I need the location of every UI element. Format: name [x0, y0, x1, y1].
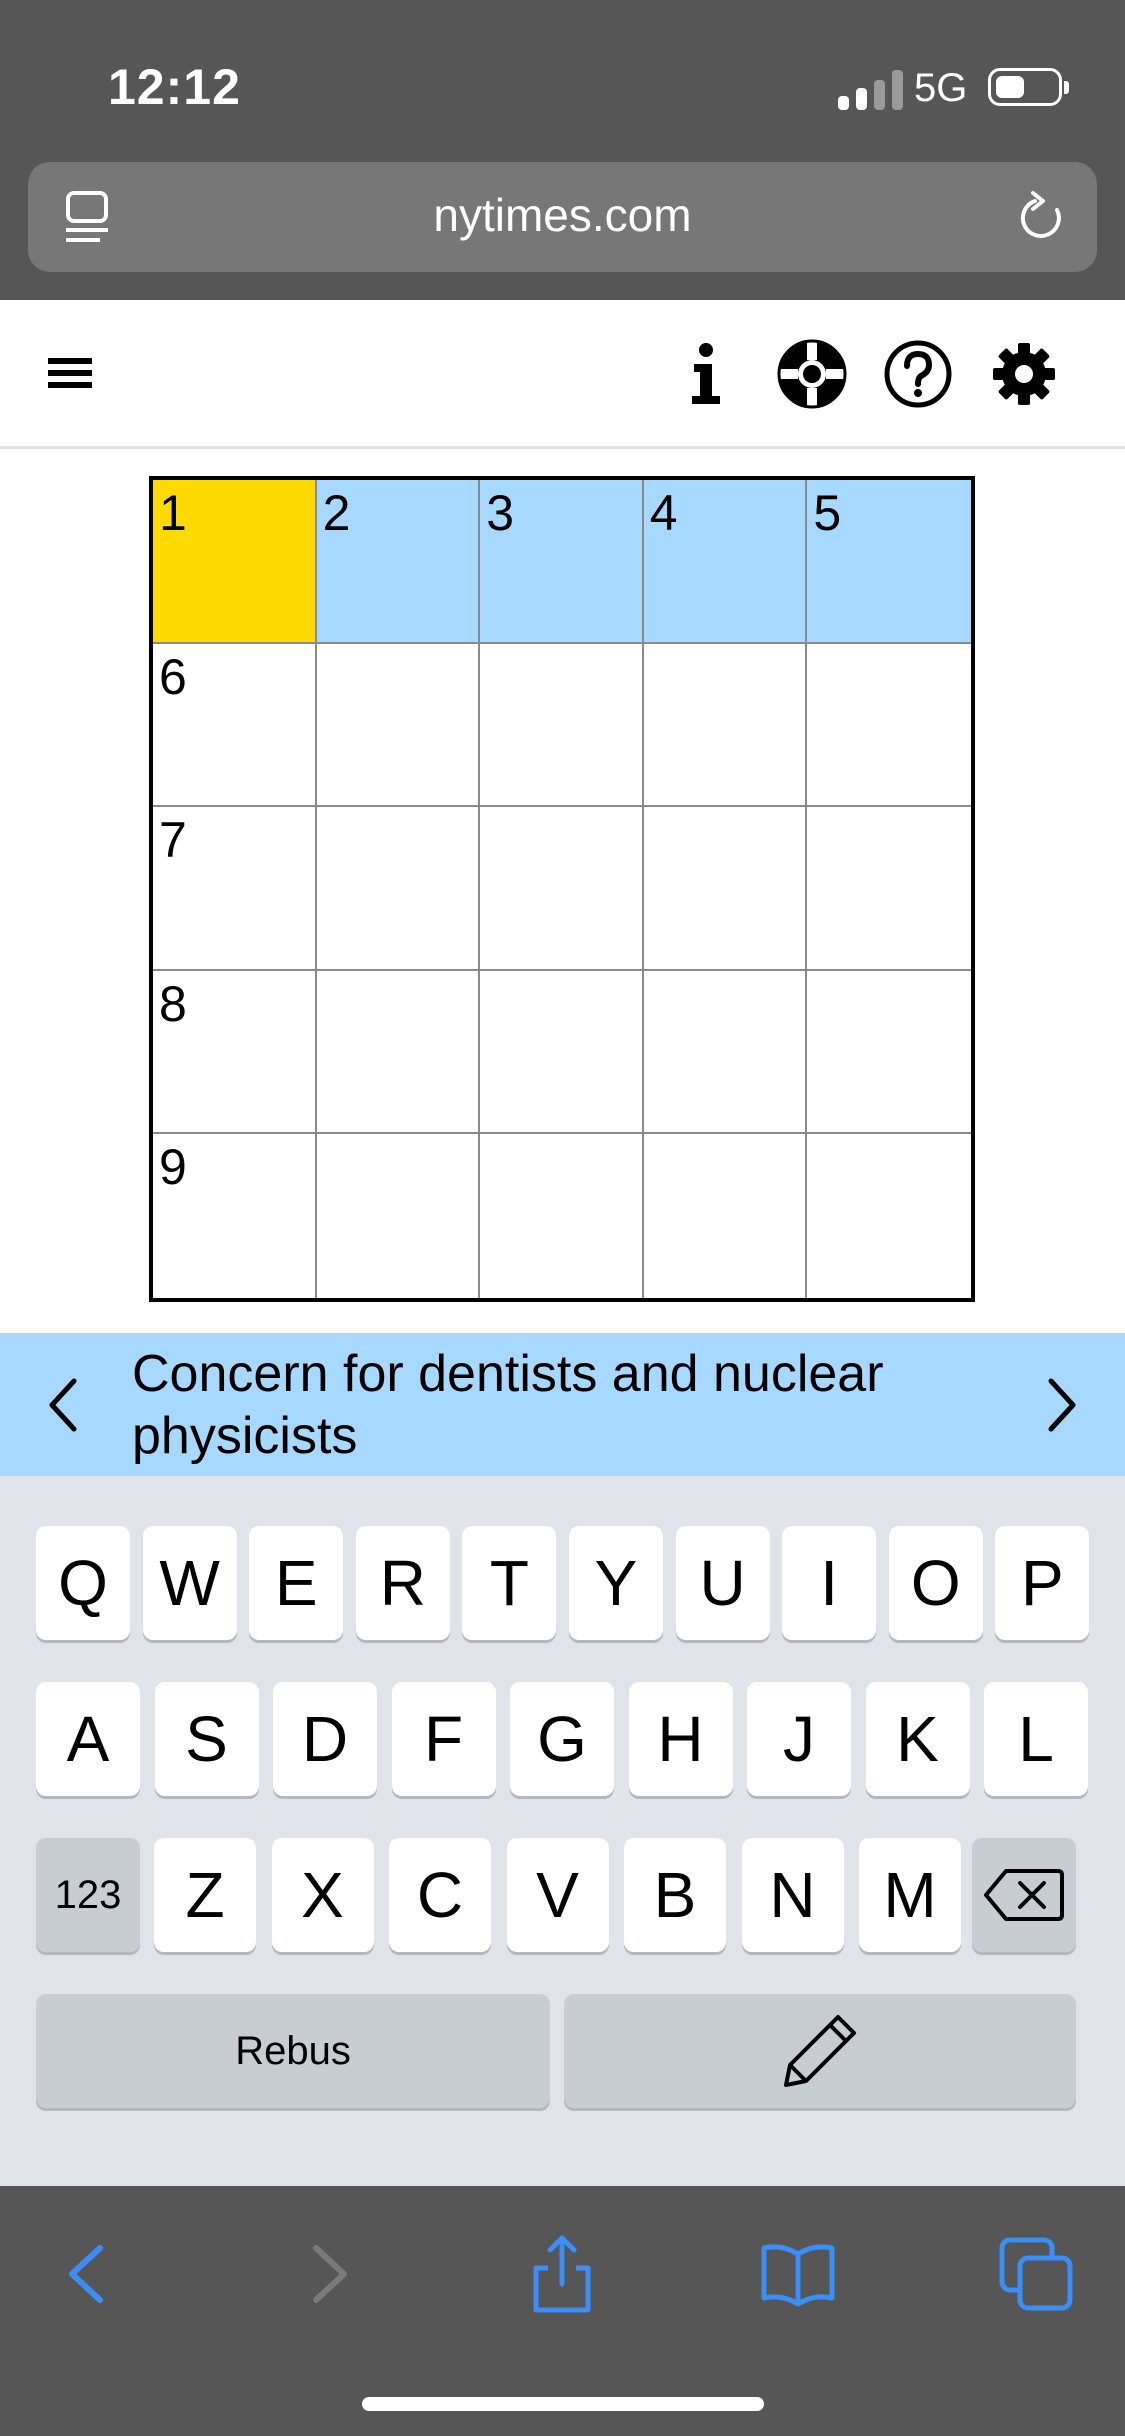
forward-icon[interactable]	[288, 2234, 368, 2314]
grid-cell[interactable]	[317, 644, 481, 808]
key-u[interactable]: U	[676, 1526, 770, 1640]
key-t[interactable]: T	[462, 1526, 556, 1640]
back-icon[interactable]	[48, 2234, 128, 2314]
key-o[interactable]: O	[889, 1526, 983, 1640]
help-lifebuoy-icon[interactable]	[776, 338, 848, 410]
key-y[interactable]: Y	[569, 1526, 663, 1640]
cell-number: 6	[159, 648, 187, 705]
grid-cell[interactable]	[480, 480, 644, 644]
backspace-icon	[982, 1865, 1066, 1925]
grid-cell[interactable]	[317, 971, 481, 1135]
game-keyboard	[0, 1476, 1125, 2186]
cell-number: 7	[159, 812, 187, 869]
grid-cell[interactable]	[480, 1134, 644, 1298]
info-icon[interactable]	[670, 338, 742, 410]
grid-cell[interactable]	[480, 807, 644, 971]
grid-cell[interactable]	[317, 480, 481, 644]
reload-icon[interactable]	[1013, 190, 1069, 246]
key-b[interactable]: B	[624, 1838, 726, 1952]
pencil-icon	[780, 2011, 860, 2091]
url-text[interactable]: nytimes.com	[433, 189, 692, 241]
key-j[interactable]: J	[747, 1682, 851, 1796]
next-clue-icon[interactable]	[1041, 1373, 1081, 1437]
cell-number: 3	[486, 485, 514, 541]
cell-number: 8	[159, 975, 187, 1032]
grid-cell[interactable]	[644, 1134, 808, 1298]
status-time: 12:12	[108, 59, 241, 115]
grid-cell[interactable]	[480, 971, 644, 1135]
grid-cell[interactable]	[153, 480, 317, 644]
pencil-key[interactable]	[564, 1994, 1076, 2108]
key-z[interactable]: Z	[154, 1838, 256, 1952]
grid-cell[interactable]	[317, 1134, 481, 1298]
grid-cell[interactable]	[644, 807, 808, 971]
grid-cell[interactable]	[807, 1134, 971, 1298]
backspace-key[interactable]	[972, 1838, 1076, 1952]
key-d[interactable]: D	[273, 1682, 377, 1796]
key-h[interactable]: H	[629, 1682, 733, 1796]
key-v[interactable]: V	[507, 1838, 609, 1952]
key-k[interactable]: K	[866, 1682, 970, 1796]
home-indicator[interactable]	[362, 2397, 764, 2411]
grid-cell[interactable]	[153, 807, 317, 971]
address-bar[interactable]	[28, 162, 1097, 272]
grid-cell[interactable]	[807, 971, 971, 1135]
key-p[interactable]: P	[995, 1526, 1089, 1640]
cell-number: 5	[813, 485, 842, 541]
grid-cell[interactable]	[644, 971, 808, 1135]
share-icon[interactable]	[522, 2234, 602, 2314]
cell-number: 9	[159, 1139, 187, 1196]
browser-chrome	[0, 0, 1125, 300]
game-toolbar	[0, 300, 1125, 449]
key-c[interactable]: C	[389, 1838, 491, 1952]
battery-icon	[988, 68, 1062, 106]
grid-cell[interactable]	[153, 1134, 317, 1298]
signal-strength-icon	[838, 70, 904, 110]
grid-cell[interactable]	[807, 480, 971, 644]
key-m[interactable]: M	[859, 1838, 961, 1952]
grid-cell[interactable]	[153, 644, 317, 808]
key-l[interactable]: L	[984, 1682, 1088, 1796]
numbers-key[interactable]: 123	[36, 1838, 140, 1952]
key-e[interactable]: E	[249, 1526, 343, 1640]
key-s[interactable]: S	[155, 1682, 259, 1796]
key-n[interactable]: N	[742, 1838, 844, 1952]
key-a[interactable]: A	[36, 1682, 140, 1796]
clue-text[interactable]: Concern for dentists and nuclear physicists	[132, 1345, 884, 1465]
crossword-grid	[149, 476, 975, 1302]
rebus-key[interactable]: Rebus	[36, 1994, 550, 2108]
previous-clue-icon[interactable]	[44, 1373, 84, 1437]
grid-cell[interactable]	[153, 971, 317, 1135]
key-x[interactable]: X	[272, 1838, 374, 1952]
cell-number: 2	[322, 485, 351, 541]
grid-cell[interactable]	[644, 480, 808, 644]
key-f[interactable]: F	[392, 1682, 496, 1796]
key-q[interactable]: Q	[36, 1526, 130, 1640]
cell-number: 1	[159, 485, 187, 541]
tabs-icon[interactable]	[996, 2234, 1076, 2314]
key-r[interactable]: R	[356, 1526, 450, 1640]
question-icon[interactable]	[882, 338, 954, 410]
settings-gear-icon[interactable]	[988, 338, 1060, 410]
key-w[interactable]: W	[143, 1526, 237, 1640]
cell-number: 4	[649, 485, 678, 541]
grid-cell[interactable]	[480, 644, 644, 808]
menu-icon[interactable]	[48, 348, 92, 398]
clue-bar[interactable]	[0, 1333, 1125, 1476]
grid-cell[interactable]	[807, 644, 971, 808]
key-g[interactable]: G	[510, 1682, 614, 1796]
grid-cell[interactable]	[644, 644, 808, 808]
network-type: 5G	[914, 66, 968, 110]
bookmarks-icon[interactable]	[758, 2234, 838, 2314]
key-i[interactable]: I	[782, 1526, 876, 1640]
grid-cell[interactable]	[317, 807, 481, 971]
grid-cell[interactable]	[807, 807, 971, 971]
